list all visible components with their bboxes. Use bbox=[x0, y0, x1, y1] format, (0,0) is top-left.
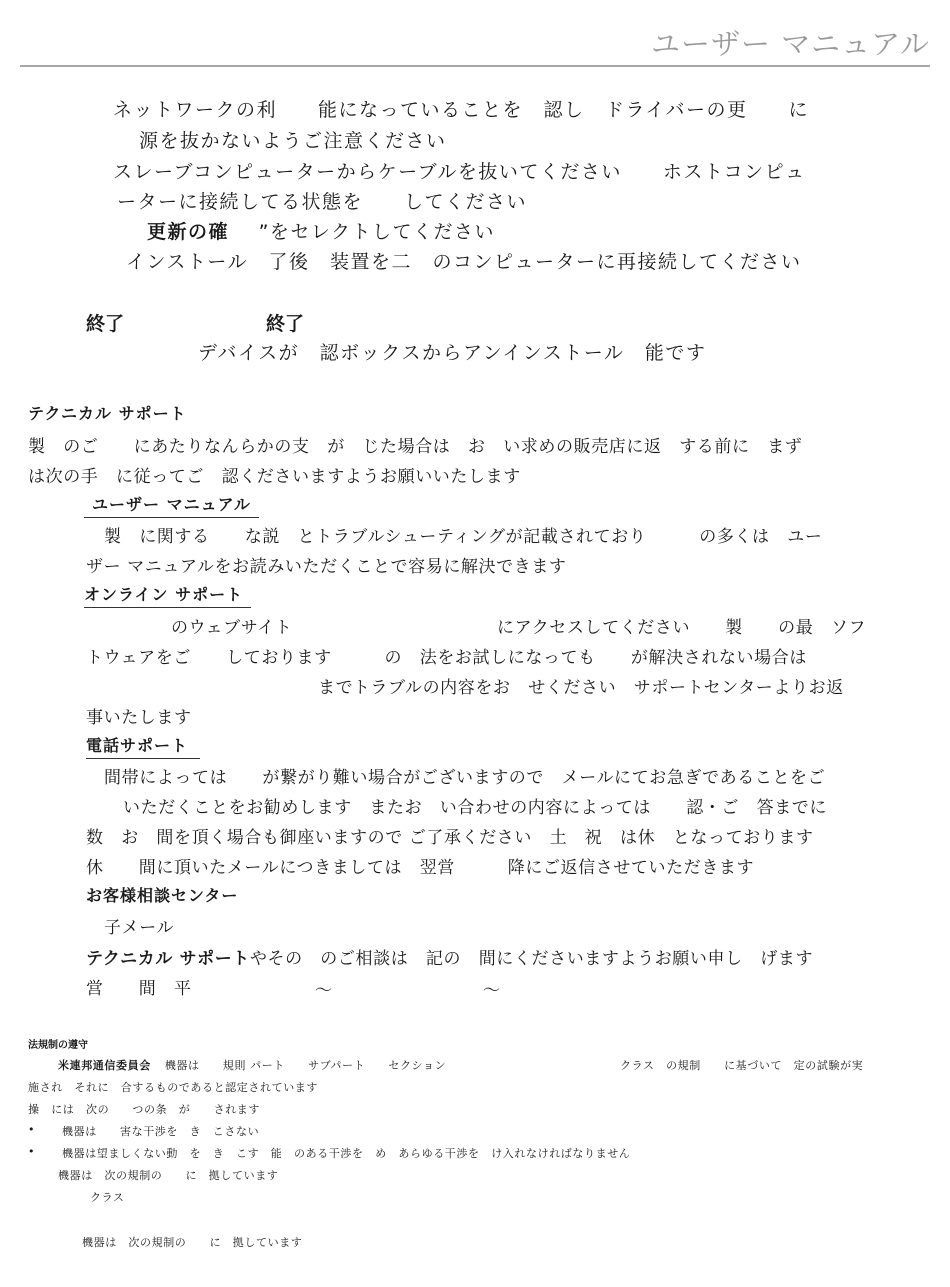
bullet-text-1: 機器は 害な干渉を き こさない bbox=[62, 1125, 260, 1138]
step-line-6: インストール 了後 装置を二 のコンピューターに再接続してください bbox=[126, 251, 802, 273]
online-heading: オンライン サポート bbox=[84, 582, 251, 608]
compliance-heading: 法規制の遵守 bbox=[28, 1040, 88, 1051]
conditions-line: 操 には 次の つの条 が されます bbox=[28, 1103, 260, 1116]
step-bold-label: 更新の確 bbox=[147, 221, 230, 243]
center-hours-tilde-2: ～ bbox=[483, 981, 501, 1001]
online-line-1a: のウェブサイト bbox=[171, 618, 293, 638]
center-note-bold: テクニカル サポート bbox=[86, 949, 250, 969]
bullet-mark-1: • bbox=[28, 1123, 36, 1136]
step-line-5 bbox=[147, 217, 495, 244]
manual-line-2: ザー マニュアルをお読みいただくことで容易に解決できます bbox=[86, 557, 567, 577]
fcc-line-2: 施され それに 合するものであると認定されています bbox=[28, 1081, 318, 1094]
center-heading: お客様相談センター bbox=[86, 886, 239, 905]
center-note-text: やその のご相談は 記の 間にくださいますようお願い申し げます bbox=[249, 949, 814, 969]
bullet-text-2: 機器は望ましくない動 を き こす 能 のある干渉を め あらゆる干渉を け入れなければなりません bbox=[62, 1147, 631, 1160]
center-hours: 営 間 平 bbox=[86, 979, 192, 999]
step-line-4: ーターに接続してる状態を してください bbox=[117, 191, 528, 213]
online-line-1b: にアクセスしてください 製 の最 ソフ bbox=[497, 618, 867, 638]
end-label-2: 終了 bbox=[266, 313, 305, 335]
fcc-line-1 bbox=[58, 1057, 446, 1073]
step-select-text: ”をセレクトしてください bbox=[258, 221, 496, 243]
step-line-3: スレーブコンピューターからケーブルを抜いてください ホストコンピュ bbox=[113, 161, 806, 183]
tech-support-intro-2: は次の手 に従ってご 認くださいますようお願いいたします bbox=[28, 467, 521, 487]
fcc-text-a: 機器は 規則 パート サブパート セクション bbox=[164, 1059, 447, 1072]
step-line-2: 源を抜かないようご注意ください bbox=[139, 130, 447, 152]
step-line-1: ネットワークの利 能になっていることを 認し ドライバーの更 に bbox=[113, 99, 810, 121]
page-header-title: ユーザー マニュアル bbox=[650, 27, 930, 61]
center-hours-tilde-1: ～ bbox=[315, 981, 333, 1001]
fcc-bold: 米連邦通信委員会 bbox=[58, 1059, 151, 1072]
phone-line-1: 間帯によっては が繋がり難い場合がございますので メールにてお急ぎであることをご bbox=[104, 768, 826, 788]
manual-heading: ユーザー マニュアル bbox=[84, 492, 259, 518]
phone-line-4: 休 間に頂いたメールにつきましては 翌営 降にご返信させていただきます bbox=[86, 858, 755, 878]
end-label-1: 終了 bbox=[86, 313, 125, 335]
bullet-mark-2: • bbox=[28, 1145, 36, 1158]
online-line-3: までトラブルの内容をお せください サポートセンターよりお返 bbox=[318, 678, 844, 698]
tech-support-intro-1: 製 のご にあたりなんらかの支 が じた場合は お い求めの販売店に返 する前に まず bbox=[28, 437, 803, 457]
header-divider bbox=[20, 65, 930, 67]
online-line-4: 事いたします bbox=[86, 708, 192, 728]
manual-line-1: 製 に関する な説 とトラブルシューティングが記載されており の多くは ユー bbox=[104, 527, 823, 547]
class-line: クラス bbox=[90, 1191, 125, 1204]
phone-heading: 電話サポート bbox=[86, 733, 200, 759]
fcc-line-1b: クラス の規制 に基づいて 定の試験が実 bbox=[620, 1059, 864, 1072]
phone-line-3: 数 お 間を頂く場合も御座いますので ご了承ください 土 祝 は休 となっております bbox=[86, 828, 814, 848]
rule-line-2: 機器は 次の規制の に 拠しています bbox=[82, 1236, 303, 1249]
phone-line-2: いただくことをお勧めします またお い合わせの内容によっては 認・ご 答までに bbox=[123, 798, 827, 818]
tech-support-heading: テクニカル サポート bbox=[28, 404, 187, 423]
online-line-2: トウェアをご しております の 法をお試しになっても が解決されない場合は bbox=[86, 648, 807, 668]
center-note bbox=[86, 944, 813, 969]
rule-line-1: 機器は 次の規制の に 拠しています bbox=[58, 1169, 279, 1182]
end-description: デバイスが 認ボックスからアンインストール 能です bbox=[198, 342, 707, 364]
center-email: 子メール bbox=[104, 918, 175, 938]
